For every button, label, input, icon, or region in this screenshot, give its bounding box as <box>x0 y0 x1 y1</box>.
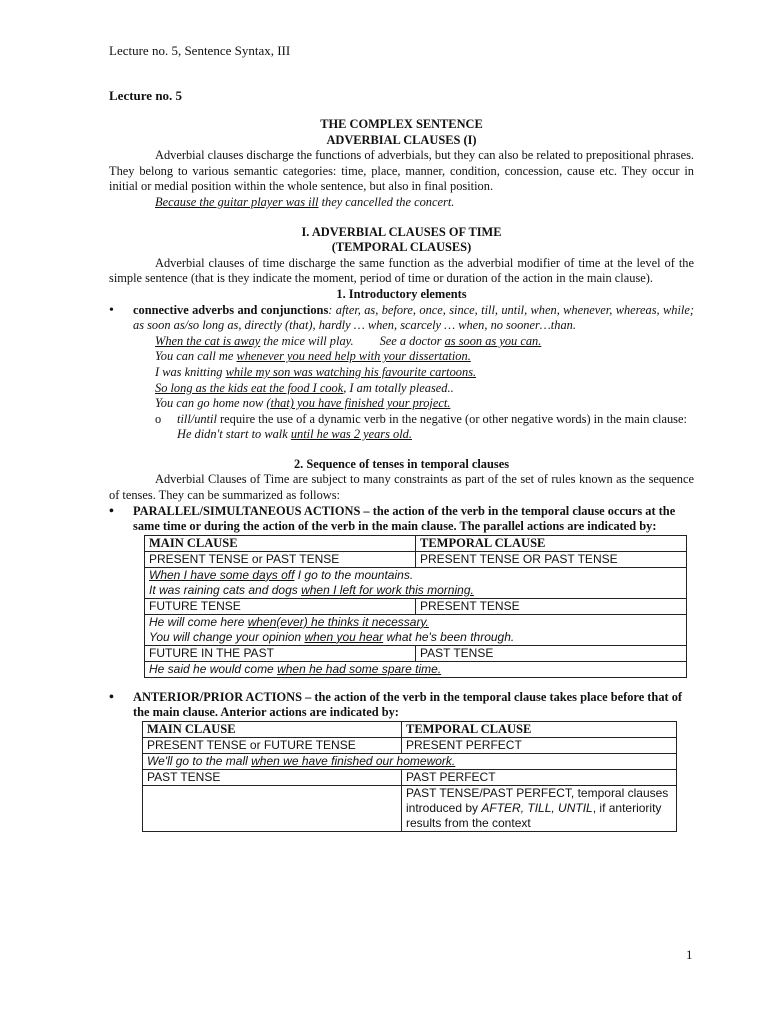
till-until-term: till/until <box>177 411 217 426</box>
intro-example <box>109 195 694 211</box>
table-cell: PRESENT TENSE or PAST TENSE <box>145 551 416 567</box>
example-prefix: You will change your opinion <box>149 629 305 644</box>
underlined-clause: So long as the kids eat the food I cook <box>155 380 344 395</box>
example-rest: the mice will play. <box>260 333 354 348</box>
parallel-actions-table <box>144 535 687 678</box>
table-header-row <box>145 535 687 551</box>
example-line <box>109 349 694 365</box>
table-cell: PAST TENSE <box>143 770 402 786</box>
table-example-row <box>145 661 687 677</box>
table-example-cell <box>143 754 677 770</box>
example-prefix: He said he would come <box>149 661 278 676</box>
title-complex-sentence: THE COMPLEX SENTENCE <box>320 117 483 131</box>
cell-text: PAST TENSE/PAST PERFECT, temporal clauses introduced by <box>405 786 669 816</box>
example-prefix: See a doctor <box>379 333 445 348</box>
main-content <box>109 117 694 832</box>
sequence-paragraph: Adverbial Clauses of Time are subject to many constraints as part of the set of rules known as the sequence of tenses. They can be summarized as follows: <box>109 472 694 503</box>
section-paragraph: Adverbial clauses of time discharge the same function as the adverbial modifier of time at the level of the simple sentence (that is they indicate the moment, period of time or duration of the action in the main clause). <box>109 255 694 286</box>
example-line <box>109 396 694 412</box>
table-header-cell: TEMPORAL CLAUSE <box>401 722 676 738</box>
underlined-clause: whenever you need help with your dissertation. <box>236 349 471 364</box>
example-rest: they cancelled the concert. <box>318 194 455 209</box>
till-until-note <box>109 412 694 443</box>
title-adverbial-clauses: ADVERBIAL CLAUSES (I) <box>326 132 477 147</box>
intro-paragraph: Adverbial clauses discharge the functions of adverbials, but they can also be related to prepositional phrases. They belong to various semantic categories: time, place, manner, condition, concession, cause etc. They occur in initial or medial position within the whole sentence, but also in final position. <box>109 148 694 194</box>
table-header-row <box>143 722 677 738</box>
table-cell: PRESENT PERFECT <box>401 738 676 754</box>
cell-italic-text: AFTER, TILL, UNTIL <box>481 801 593 816</box>
example-prefix: We'll go to the mall <box>147 754 252 769</box>
lecture-number: Lecture no. 5 <box>109 88 183 103</box>
example-prefix: I was knitting <box>155 364 226 379</box>
underlined-clause: when(ever) he thinks it necessary. <box>247 614 429 629</box>
example-prefix: It was raining cats and dogs <box>149 582 302 597</box>
section-heading-time: I. ADVERBIAL CLAUSES OF TIME <box>301 224 502 239</box>
table-row <box>145 551 687 567</box>
connectives-bullet <box>109 303 694 334</box>
section-subheading-temporal: (TEMPORAL CLAUSES) <box>331 240 472 255</box>
underlined-clause: Because the guitar player was ill <box>155 194 319 209</box>
table-cell: PAST TENSE <box>416 645 687 661</box>
underlined-clause: when you hear <box>304 629 384 644</box>
example-prefix: He will come here <box>149 614 248 629</box>
table-header-cell: MAIN CLAUSE <box>145 535 416 551</box>
underlined-clause: When I have some days off <box>149 567 295 582</box>
underlined-clause: when he had some spare time. <box>277 661 442 676</box>
table-cell <box>401 786 676 832</box>
till-until-explanation: require the use of a dynamic verb in the negative (or other negative words) in the main clause: <box>216 411 687 426</box>
connectives-list: : after, as, before, once, since, till, until, when, whenever, whereas, while; as soon as/so long as, directly (that), hardly … when, scarcely … when, no sooner…than. <box>133 302 694 333</box>
underlined-clause: until he was 2 years old. <box>290 427 412 442</box>
underlined-clause: as soon as you can. <box>444 333 542 348</box>
example-prefix: You can go home now <box>155 396 267 411</box>
table-cell: PRESENT TENSE <box>416 598 687 614</box>
table-example-row <box>145 614 687 645</box>
table-cell: FUTURE TENSE <box>145 598 416 614</box>
table-example-cell <box>145 614 687 645</box>
underlined-clause: when I left for work this morning. <box>301 582 474 597</box>
table-row <box>143 738 677 754</box>
table-example-row <box>143 754 677 770</box>
subsection-sequence-of-tenses: 2. Sequence of tenses in temporal clauses <box>293 456 510 471</box>
example-prefix: You can call me <box>155 349 237 364</box>
page-number: 1 <box>686 947 693 962</box>
table-cell: FUTURE IN THE PAST <box>145 645 416 661</box>
table-row <box>145 645 687 661</box>
table-example-cell <box>145 567 687 598</box>
table-row <box>143 786 677 832</box>
anterior-actions-bullet: • ANTERIOR/PRIOR ACTIONS – the action of the verb in the temporal clause takes place before that of the main clause. Anterior actions are indicated by: <box>109 690 694 721</box>
example-prefix: He didn't start to walk <box>177 427 291 442</box>
table-row <box>143 770 677 786</box>
running-header: Lecture no. 5, Sentence Syntax, III <box>109 43 291 58</box>
table-header-cell: MAIN CLAUSE <box>143 722 402 738</box>
parallel-actions-bullet: • PARALLEL/SIMULTANEOUS ACTIONS – the action of the verb in the temporal clause occurs at the same time or during the action of the verb in the main clause. The parallel actions are indicated by: <box>109 504 694 535</box>
example-rest: , I am totally pleased.. <box>343 380 454 395</box>
table-cell-empty <box>143 786 402 832</box>
example-line <box>109 381 694 397</box>
subsection-introductory-elements: 1. Introductory elements <box>336 286 467 301</box>
example-line <box>109 365 694 381</box>
table-example-cell <box>145 661 687 677</box>
table-cell: PRESENT TENSE or FUTURE TENSE <box>143 738 402 754</box>
example-rest: what he's been through. <box>383 629 515 644</box>
example-rest: I go to the mountains. <box>294 567 414 582</box>
underlined-clause: while my son was watching his favourite cartoons. <box>225 364 477 379</box>
cell-text: , if anteriority results from the context <box>405 801 662 831</box>
underlined-clause: when we have finished our homework. <box>251 754 456 769</box>
table-cell: PRESENT TENSE OR PAST TENSE <box>416 551 687 567</box>
example-line <box>109 334 694 350</box>
table-example-row <box>145 567 687 598</box>
table-cell: PAST PERFECT <box>401 770 676 786</box>
underlined-clause: When the cat is away <box>155 333 261 348</box>
table-row <box>145 598 687 614</box>
connectives-label: connective adverbs and conjunctions <box>133 302 329 317</box>
underlined-clause: (that) you have finished your project. <box>266 396 451 411</box>
anterior-actions-table <box>142 721 677 832</box>
table-header-cell: TEMPORAL CLAUSE <box>416 535 687 551</box>
